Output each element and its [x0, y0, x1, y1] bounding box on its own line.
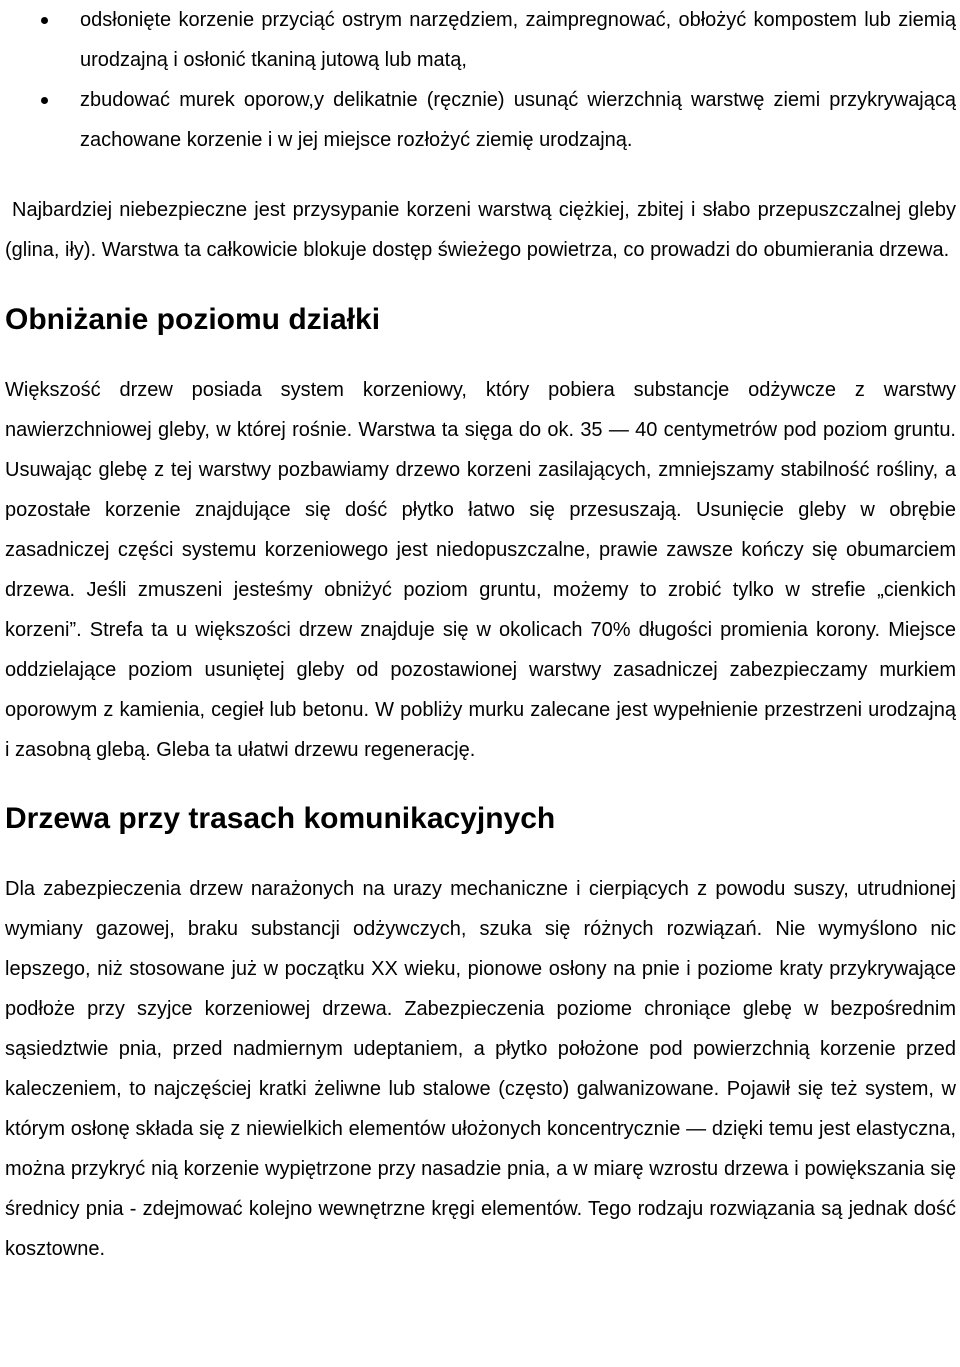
bullet-text: odsłonięte korzenie przyciąć ostrym narzędziem, zaimpregnować, obłożyć kompostem lub ziemią urodzajną i osłonić tkaniną jutową lub matą, [80, 9, 956, 71]
bullet-icon [41, 97, 48, 104]
bullet-list [5, 0, 956, 160]
paragraph-heavy-soil: Najbardziej niebezpieczne jest przysypanie korzeni warstwą ciężkiej, zbitej i słabo przepuszczalnej gleby (glina, iły). Warstwa ta całkowicie blokuje dostęp świeżego powietrza, co prowadzi do obumierania drzewa. [5, 199, 956, 261]
bullet-icon [41, 17, 48, 24]
paragraph-roadside-trees: Dla zabezpieczenia drzew narażonych na urazy mechaniczne i cierpiących z powodu suszy, utrudnionej wymiany gazowej, braku substancji odżywczych, szuka się różnych rozwiązań. Nie wymyślono nic lepszego, niż stosowane już w początku XX wieku, pionowe osłony na pnie i poziome kraty przykrywające podłoże przy szyjce korzeniowej drzewa. Zabezpieczenia poziome chroniące glebę w bezpośrednim sąsiedztwie pnia, przed nadmiernym udeptaniem, a płytko położone pod powierzchnią korzenie przed kaleczeniem, to najczęściej kratki żeliwne lub stalowe (często) galwanizowane. Pojawił się też system, w którym osłonę składa się z niewielkich elementów ułożonych koncentrycznie — dzięki temu jest elastyczna, można przykryć nią korzenie wypiętrzone przy nasadzie pnia, a w miarę wzrostu drzewa i powiększania się średnicy pnia - zdejmować kolejno wewnętrzne kręgi elementów. Tego rodzaju rozwiązania są jednak dość kosztowne. [5, 878, 956, 1260]
bullet-item [5, 80, 956, 160]
section-heading-roadside-trees: Drzewa przy trasach komunikacyjnych [5, 802, 556, 835]
paragraph-lowering-level: Większość drzew posiada system korzeniowy, który pobiera substancje odżywcze z warstwy nawierzchniowej gleby, w której rośnie. Warstwa ta sięga do ok. 35 — 40 centymetrów pod poziom gruntu. Usuwając glebę z tej warstwy pozbawiamy drzewo korzeni zasilających, zmniejszamy stabilność rośliny, a pozostałe korzenie znajdujące się dość płytko łatwo się przesuszają. Usunięcie gleby w obrębie zasadniczej części systemu korzeniowego jest niedopuszczalne, prawie zawsze kończy się obumarciem drzewa. Jeśli zmuszeni jesteśmy obniżyć poziom gruntu, możemy to zrobić tylko w strefie „cienkich korzeni”. Strefa ta u większości drzew znajduje się w okolicach 70% długości promienia korony. Miejsce oddzielające poziom usuniętej gleby od pozostawionej warstwy zasadniczej zabezpieczamy murkiem oporowym z kamienia, cegieł lub betonu. W pobliży murku zalecane jest wypełnienie przestrzeni urodzajną i zasobną glebą. Gleba ta ułatwi drzewu regenerację. [5, 379, 956, 761]
bullet-item [5, 0, 956, 80]
document-page [5, 0, 956, 1269]
bullet-text: zbudować murek oporow,y delikatnie (ręcznie) usunąć wierzchnią warstwę ziemi przykrywającą zachowane korzenie i w jej miejsce rozłożyć ziemię urodzajną. [80, 89, 956, 151]
section-heading-lowering-level: Obniżanie poziomu działki [5, 303, 381, 336]
